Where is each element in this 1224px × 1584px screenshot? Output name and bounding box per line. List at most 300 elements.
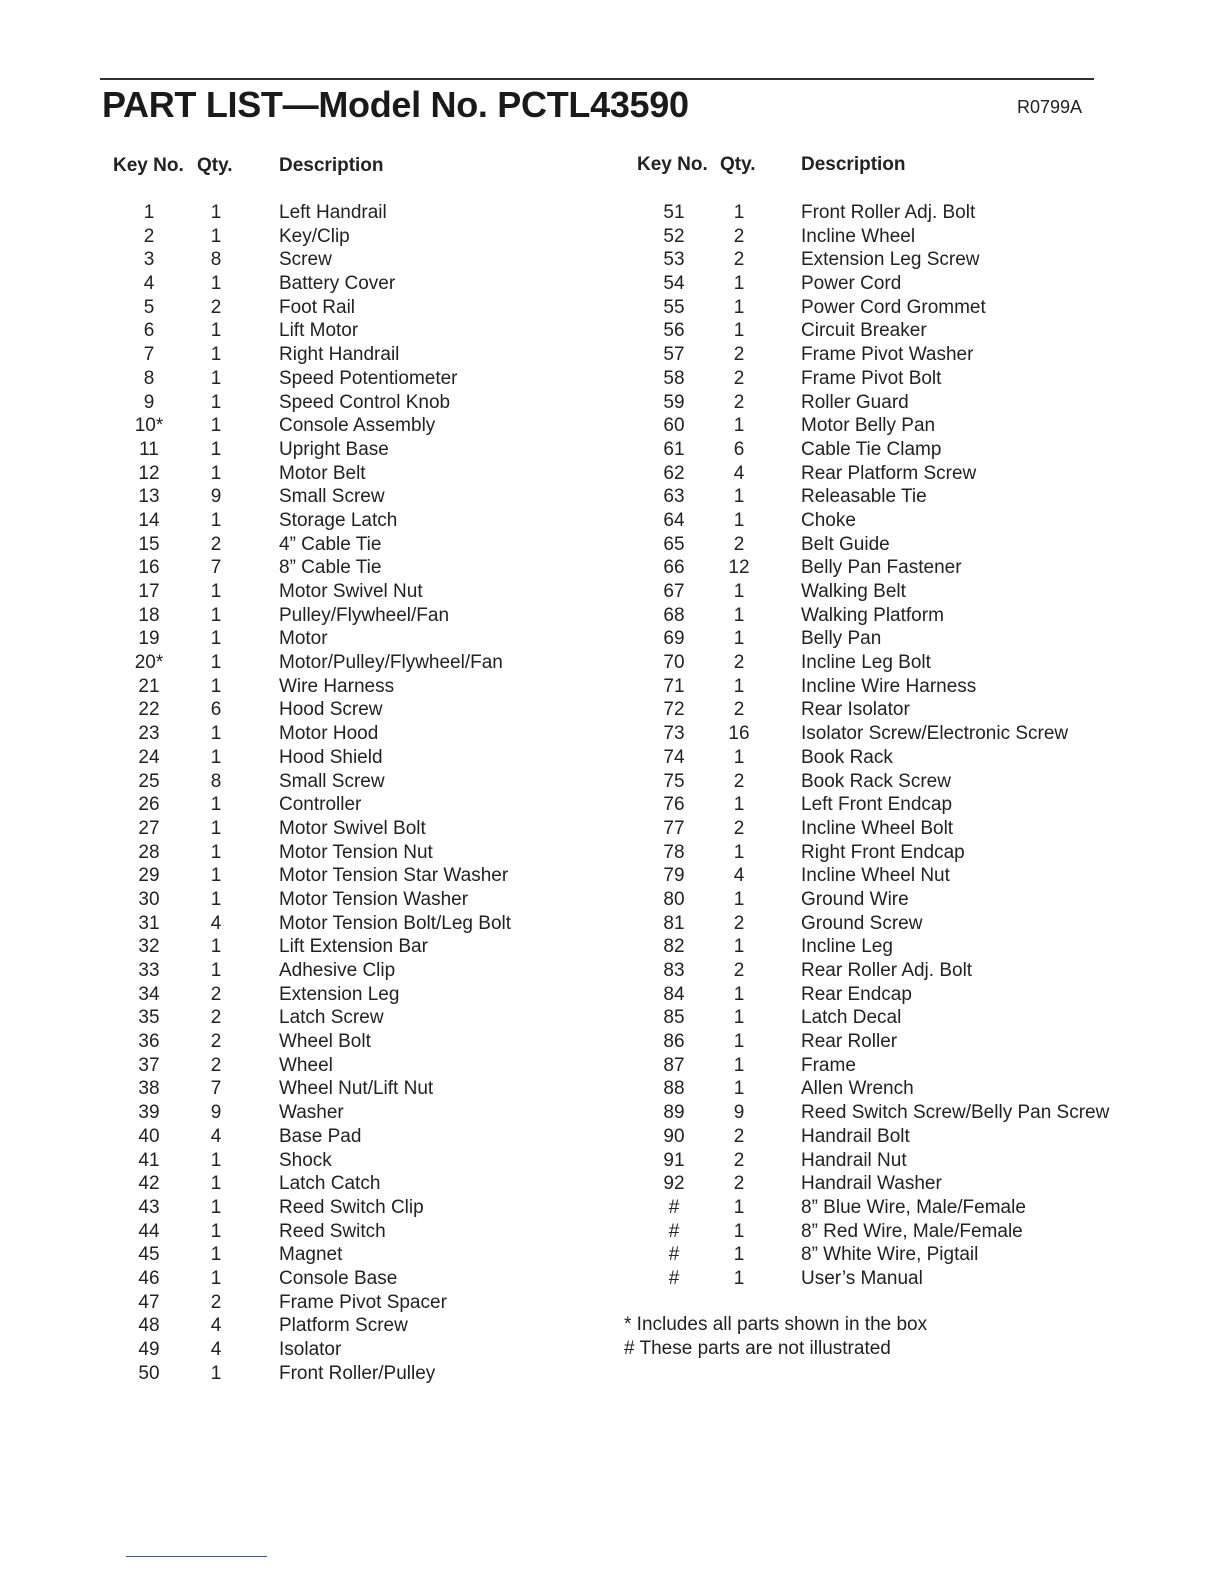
part-row [612,722,1224,746]
part-key-number: 80 [663,888,685,910]
part-quantity: 1 [733,1007,745,1029]
part-description: Choke [801,509,856,531]
part-description: Handrail Nut [801,1149,907,1171]
part-quantity: 1 [210,817,222,839]
part-quantity: 2 [210,983,222,1005]
part-description: Isolator Screw/Electronic Screw [801,723,1069,745]
part-quantity: 1 [733,273,745,295]
part-description: Extension Leg [279,983,400,1005]
part-quantity: 1 [210,604,222,626]
part-quantity: 1 [733,202,745,223]
part-row [612,1267,1224,1291]
part-row [0,959,612,983]
part-description: Rear Roller [801,1031,898,1053]
part-quantity: 1 [210,367,222,389]
part-description: Rear Roller Adj. Bolt [801,960,973,981]
right-key-header: Key No. [637,154,708,175]
part-description: Battery Cover [279,273,396,295]
part-description: Hood Shield [279,746,383,768]
part-description: Extension Leg Screw [801,249,980,271]
part-quantity: 4 [210,1339,222,1360]
part-row [0,793,612,817]
part-quantity: 2 [733,912,745,934]
part-quantity: 1 [210,723,222,745]
part-description: Handrail Bolt [801,1125,910,1147]
part-key-number: 29 [138,865,160,887]
part-quantity: 2 [733,391,745,413]
part-description: Allen Wrench [801,1078,914,1100]
part-description: Latch Screw [279,1007,384,1029]
part-row [612,225,1224,249]
part-description: Incline Wheel Nut [801,865,950,887]
part-row [0,817,612,841]
part-description: Incline Leg [801,936,893,958]
part-row [0,225,612,249]
part-quantity: 2 [733,817,745,839]
part-quantity: 1 [733,415,745,437]
part-quantity: 1 [210,415,222,437]
part-key-number: 59 [663,391,685,413]
part-key-number: 31 [138,912,160,934]
part-description: Roller Guard [801,391,909,413]
part-key-number: # [668,1244,680,1266]
part-description: Reed Switch Clip [279,1196,424,1218]
part-key-number: 67 [663,581,685,602]
part-key-number: 48 [138,1315,160,1337]
part-quantity: 1 [733,936,745,958]
part-key-number: 25 [138,770,160,792]
part-quantity: 1 [210,675,222,697]
part-quantity: 1 [733,1078,745,1100]
part-row [612,248,1224,272]
part-key-number: 27 [138,817,160,839]
part-row [0,1077,612,1101]
part-key-number: 47 [138,1291,160,1313]
part-row [612,509,1224,533]
part-description: Isolator [279,1339,342,1360]
part-key-number: 54 [663,273,685,295]
part-quantity: 1 [210,936,222,958]
part-description: Handrail Washer [801,1173,942,1195]
part-key-number: 13 [138,486,160,508]
footnote-hash: # These parts are not illustrated [624,1338,891,1359]
part-row [612,1125,1224,1149]
part-key-number: 7 [143,344,155,366]
part-key-number: 58 [663,367,685,389]
part-key-number: 15 [138,533,160,555]
part-description: Platform Screw [279,1315,408,1337]
part-quantity: 9 [210,1102,222,1124]
document-code: R0799A [1017,97,1083,117]
part-key-number: 44 [138,1220,160,1242]
part-description: Motor [279,628,328,650]
part-row [0,1006,612,1030]
part-key-number: 60 [663,415,685,437]
part-description: Incline Wire Harness [801,675,977,697]
part-key-number: 49 [138,1339,160,1360]
part-description: Motor Belly Pan [801,415,936,437]
part-quantity: 1 [733,628,745,650]
part-quantity: 1 [733,604,745,626]
part-quantity: 2 [210,1007,222,1029]
part-quantity: 2 [733,960,745,981]
left-description-header: Description [279,155,384,176]
part-key-number: 53 [663,249,685,271]
part-row [612,1030,1224,1054]
part-description: Adhesive Clip [279,960,396,981]
part-key-number: 33 [138,960,160,981]
part-description: Motor/Pulley/Flywheel/Fan [279,652,503,674]
part-row [0,391,612,415]
part-quantity: 2 [733,225,745,247]
part-quantity: 7 [210,1078,222,1100]
part-key-number: 23 [138,723,160,745]
part-row [0,414,612,438]
part-description: Walking Belt [801,581,906,602]
part-key-number: 42 [138,1173,160,1195]
part-key-number: 56 [663,320,685,342]
part-quantity: 16 [728,723,750,745]
part-row [0,1338,612,1362]
part-row [0,675,612,699]
part-description: Console Base [279,1267,398,1289]
part-key-number: # [668,1220,680,1242]
part-quantity: 6 [210,699,222,721]
part-key-number: 10* [134,415,164,437]
part-key-number: 78 [663,841,685,863]
part-row [0,367,612,391]
part-key-number: 34 [138,983,160,1005]
part-row [612,533,1224,557]
part-quantity: 4 [733,462,745,484]
part-description: Key/Clip [279,225,350,247]
part-description: Pulley/Flywheel/Fan [279,604,450,626]
part-key-number: 41 [138,1149,160,1171]
part-row [0,1054,612,1078]
part-quantity: 4 [733,865,745,887]
part-quantity: 9 [210,486,222,508]
part-description: Screw [279,249,332,271]
part-description: Belt Guide [801,533,890,555]
part-key-number: 74 [663,746,685,768]
part-description: 4” Cable Tie [279,533,382,555]
part-description: Incline Wheel [801,225,916,247]
part-description: Wheel [279,1054,333,1076]
part-key-number: 70 [663,652,685,674]
part-row [612,296,1224,320]
part-row [0,509,612,533]
part-description: Latch Catch [279,1173,381,1195]
part-quantity: 2 [733,1173,745,1195]
part-row [0,1125,612,1149]
part-row [612,438,1224,462]
part-row [612,1172,1224,1196]
part-description: Walking Platform [801,604,944,626]
part-key-number: 3 [143,249,155,271]
part-quantity: 1 [210,628,222,650]
part-key-number: 52 [663,225,685,247]
part-quantity: 1 [210,1149,222,1171]
part-description: Reed Switch [279,1220,386,1242]
part-row [612,864,1224,888]
part-row [612,485,1224,509]
part-description: Foot Rail [279,296,356,318]
part-row [612,698,1224,722]
part-key-number: 64 [663,509,685,531]
part-description: Hood Screw [279,699,383,721]
part-description: Rear Platform Screw [801,462,977,484]
part-key-number: 16 [138,557,160,579]
part-description: Latch Decal [801,1007,902,1029]
part-row [612,604,1224,628]
part-row [612,1243,1224,1267]
part-description: Reed Switch Screw/Belly Pan Screw [801,1102,1110,1124]
part-key-number: 18 [138,604,160,626]
part-quantity: 1 [210,344,222,366]
part-quantity: 8 [210,770,222,792]
part-key-number: 76 [663,794,685,816]
part-description: Upright Base [279,438,389,460]
part-key-number: 4 [143,273,155,295]
part-row [612,1077,1224,1101]
part-description: Right Front Endcap [801,841,965,863]
part-quantity: 4 [210,1125,222,1147]
part-key-number: 92 [663,1173,685,1195]
part-description: Controller [279,794,362,816]
right-qty-header: Qty. [720,154,756,175]
part-key-number: 26 [138,794,160,816]
part-quantity: 1 [733,1220,745,1242]
part-quantity: 2 [733,249,745,271]
part-description: Right Handrail [279,344,400,366]
part-description: Small Screw [279,770,385,792]
part-key-number: 22 [138,699,160,721]
part-quantity: 6 [733,438,745,460]
part-key-number: 6 [143,320,155,342]
part-quantity: 9 [733,1102,745,1124]
part-quantity: 1 [210,960,222,981]
part-key-number: # [668,1267,680,1289]
part-key-number: 20* [134,652,164,674]
part-quantity: 1 [210,1196,222,1218]
part-quantity: 2 [733,533,745,555]
part-description: Motor Tension Nut [279,841,433,863]
part-row [612,1149,1224,1173]
part-quantity: 1 [210,1173,222,1195]
part-key-number: 38 [138,1078,160,1100]
part-description: Frame Pivot Washer [801,344,974,366]
part-description: Magnet [279,1244,343,1266]
part-row [0,912,612,936]
part-quantity: 1 [210,202,222,223]
part-row [612,770,1224,794]
part-key-number: 8 [143,367,155,389]
part-quantity: 2 [733,367,745,389]
part-row [612,272,1224,296]
part-row [0,1291,612,1315]
part-row [612,746,1224,770]
part-description: Washer [279,1102,344,1124]
part-row [612,627,1224,651]
part-description: Rear Isolator [801,699,910,721]
part-row [612,462,1224,486]
part-key-number: 79 [663,865,685,887]
part-row [0,1314,612,1338]
part-row [612,651,1224,675]
part-description: Cable Tie Clamp [801,438,942,460]
part-quantity: 1 [210,1244,222,1266]
part-description: Speed Potentiometer [279,367,458,389]
part-description: 8” Blue Wire, Male/Female [801,1196,1026,1218]
part-row [612,343,1224,367]
part-description: Console Assembly [279,415,436,437]
part-key-number: 89 [663,1102,685,1124]
part-key-number: 14 [138,509,160,531]
part-row [0,864,612,888]
part-key-number: 35 [138,1007,160,1029]
page-title: PART LIST—Model No. PCTL43590 [102,84,689,125]
part-quantity: 1 [733,746,745,768]
part-row [0,746,612,770]
part-description: Frame Pivot Spacer [279,1291,447,1313]
part-key-number: 17 [138,581,160,602]
part-row [612,391,1224,415]
part-description: Shock [279,1149,332,1171]
part-row [0,1267,612,1291]
part-row [0,343,612,367]
part-row [0,1149,612,1173]
part-description: Motor Tension Washer [279,888,469,910]
part-row [0,580,612,604]
part-row [612,817,1224,841]
part-row [612,983,1224,1007]
part-row [0,272,612,296]
part-row [0,1243,612,1267]
part-key-number: 19 [138,628,160,650]
part-key-number: 24 [138,746,160,768]
part-description: Frame Pivot Bolt [801,367,942,389]
part-row [0,1220,612,1244]
part-row [0,722,612,746]
part-row [0,1030,612,1054]
part-description: Circuit Breaker [801,320,927,342]
part-row [612,201,1224,225]
part-row [0,651,612,675]
part-description: 8” Red Wire, Male/Female [801,1220,1023,1242]
part-key-number: 87 [663,1054,685,1076]
part-quantity: 1 [733,509,745,531]
part-description: User’s Manual [801,1267,923,1289]
part-key-number: 83 [663,960,685,981]
part-quantity: 1 [733,1196,745,1218]
part-quantity: 1 [210,320,222,342]
part-quantity: 7 [210,557,222,579]
part-key-number: # [668,1196,680,1218]
part-description: Motor Belt [279,462,366,484]
part-row [0,983,612,1007]
part-description: Motor Swivel Nut [279,581,423,602]
part-description: Base Pad [279,1125,362,1147]
part-key-number: 69 [663,628,685,650]
part-description: Ground Wire [801,888,909,910]
part-quantity: 2 [733,770,745,792]
part-row [0,698,612,722]
part-quantity: 1 [733,841,745,863]
part-key-number: 32 [138,936,160,958]
part-key-number: 37 [138,1054,160,1076]
part-quantity: 12 [728,557,750,579]
part-key-number: 73 [663,723,685,745]
left-key-header: Key No. [113,155,184,176]
part-description: Motor Swivel Bolt [279,817,426,839]
part-row [0,556,612,580]
part-quantity: 1 [210,1362,222,1384]
part-quantity: 1 [210,462,222,484]
part-row [612,556,1224,580]
part-key-number: 50 [138,1362,160,1384]
part-row [612,675,1224,699]
part-row [0,1101,612,1125]
bottom-rule [126,1556,267,1557]
part-row [0,201,612,225]
top-rule [100,78,1094,80]
footnotes [624,1313,927,1361]
part-row [612,367,1224,391]
part-quantity: 1 [733,888,745,910]
part-key-number: 51 [663,202,685,223]
part-key-number: 62 [663,462,685,484]
part-row [612,912,1224,936]
part-quantity: 2 [733,344,745,366]
part-description: Incline Wheel Bolt [801,817,954,839]
part-quantity: 1 [210,391,222,413]
part-row [612,959,1224,983]
part-description: Book Rack Screw [801,770,951,792]
left-parts-table [0,201,612,1385]
part-row [612,793,1224,817]
part-key-number: 36 [138,1031,160,1053]
part-row [612,1054,1224,1078]
part-description: Frame [801,1054,856,1076]
part-quantity: 2 [733,1149,745,1171]
part-quantity: 1 [733,1054,745,1076]
left-qty-header: Qty. [197,155,233,176]
part-quantity: 2 [210,533,222,555]
part-row [0,935,612,959]
part-quantity: 1 [210,652,222,674]
part-key-number: 90 [663,1125,685,1147]
part-quantity: 1 [733,983,745,1005]
part-description: Left Front Endcap [801,794,953,816]
part-row [612,1220,1224,1244]
part-key-number: 61 [663,438,685,460]
part-quantity: 1 [210,1220,222,1242]
part-quantity: 4 [210,912,222,934]
part-row [0,1196,612,1220]
part-row [0,533,612,557]
part-quantity: 2 [733,1125,745,1147]
part-row [0,770,612,794]
part-key-number: 91 [663,1149,685,1171]
part-key-number: 75 [663,770,685,792]
part-row [0,462,612,486]
part-key-number: 84 [663,983,685,1005]
part-key-number: 57 [663,344,685,366]
part-quantity: 1 [210,841,222,863]
part-description: Releasable Tie [801,486,927,508]
part-description: Motor Tension Star Washer [279,865,509,887]
part-description: Storage Latch [279,509,398,531]
